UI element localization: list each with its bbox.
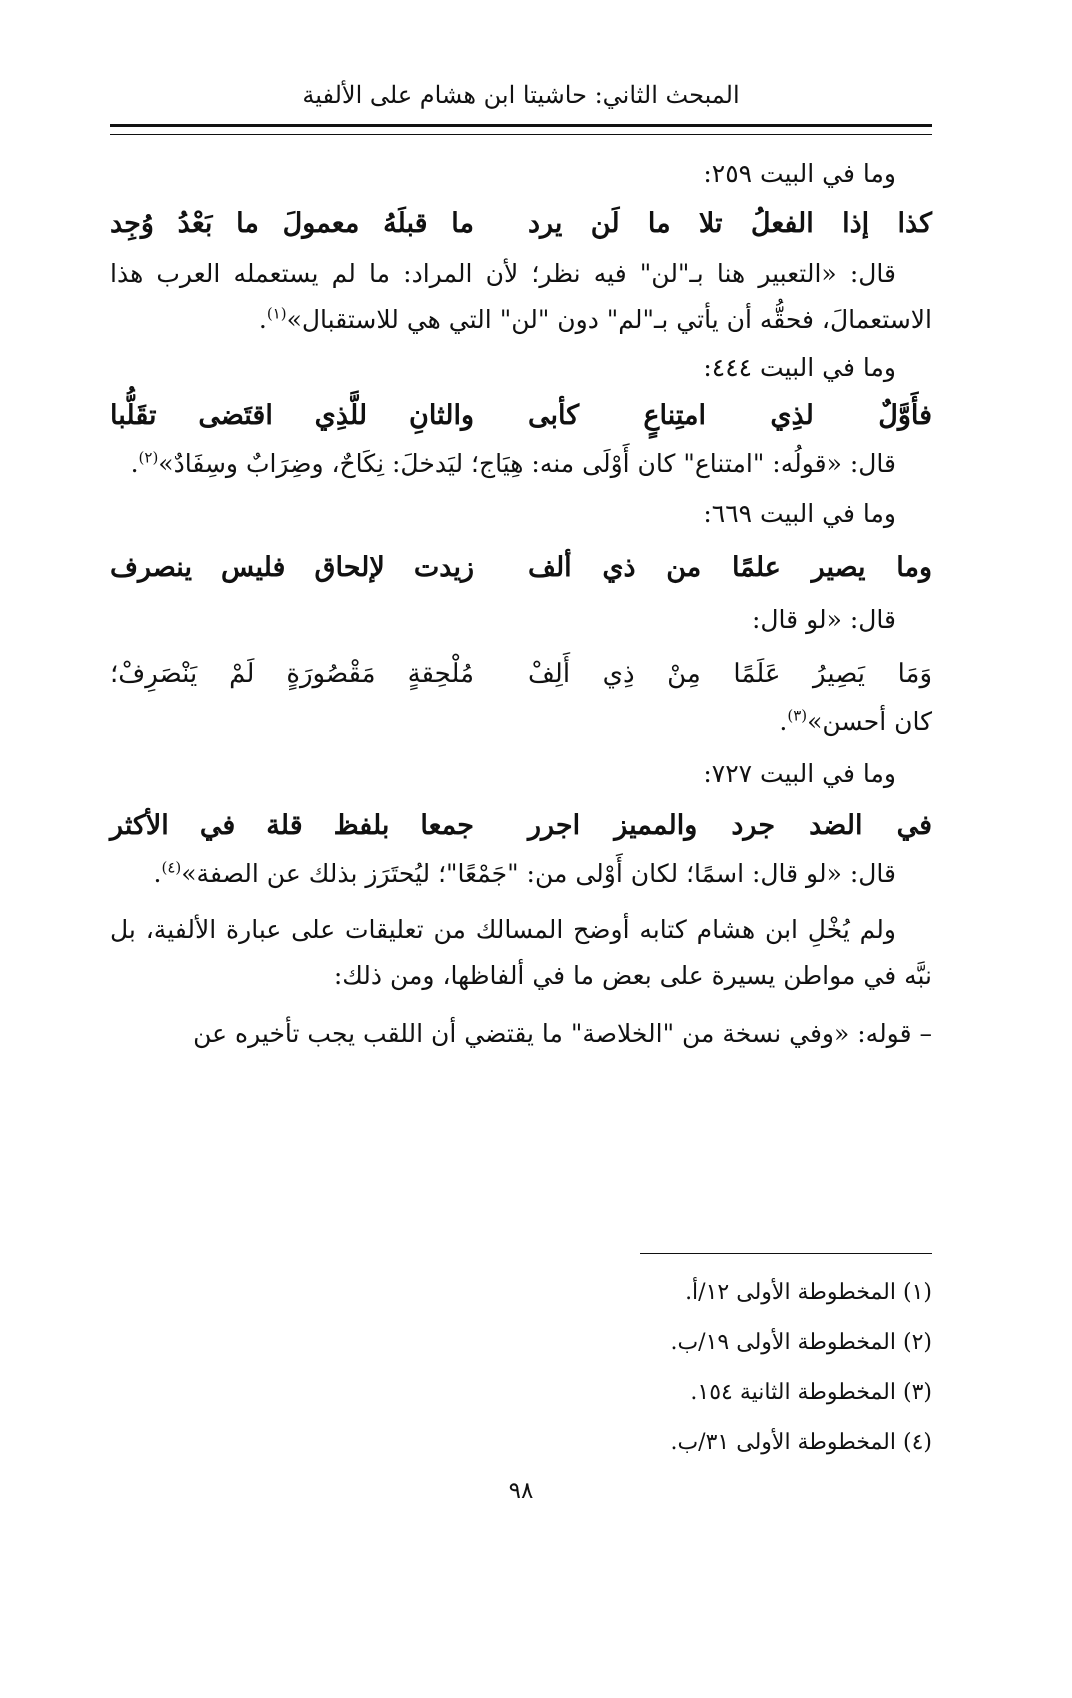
verse-first-hemistich: وما يصير علمًا من ذي ألف [528,552,932,583]
verse-first-hemistich: فأَوَّلٌ لذِي امتِناعٍ كأبى [528,400,932,431]
footnote: (١) المخطوطة الأولى ١٢/أ. [685,1280,932,1305]
verse-first-hemistich: في الضد جرد والمميز اجرر [528,810,932,841]
quotation-text: قال: «لو قال: [751,605,896,634]
quotation [110,597,932,643]
verse-line [110,395,932,437]
verse-second-hemistich: ما قبلَهُ معمولَ ما بَعْدُ وُجِد [110,208,474,239]
verse-intro: وما في البيت ٧٢٧: [703,759,896,788]
paragraph-text: ولم يُخْلِ ابن هشام كتابه أوضح المسالك من تعليقات على عبارة الألفية، بل نبَّه في مواطن يسيرة على بعض ما في ألفاظها، ومن ذلك: [110,915,932,990]
footnote: (٢) المخطوطة الأولى ١٩/ب. [670,1330,932,1355]
quotation-text: قال: «قولُه: "امتناع" كان أَوْلَى منه: هِيَاج؛ ليَدخلَ: نِكَاحٌ، وضِرَابٌ وسِفَادٌ» [158,449,896,478]
body-paragraph [110,1011,932,1057]
header-rule-thin [110,134,932,135]
verse-line-quoted [110,653,932,695]
verse-intro: وما في البيت ٢٥٩: [703,159,896,188]
quotation: قال: «قولُه: "امتناع" كان أَوْلَى منه: هِيَاج؛ ليَدخلَ: نِكَاحٌ، وضِرَابٌ وسِفَادٌ»$^{(٢)}$. [130,448,896,478]
running-head: المبحث الثاني: حاشيتا ابن هشام على الألفية [302,81,740,109]
verse-first-hemistich: وَمَا يَصِيرُ عَلَمًا مِنْ ذِي أَلِفْ [528,659,932,689]
verse-second-hemistich: والثانِ للَّذِي اقتَضى تقَلُّبا [110,400,474,431]
footnotes [110,1268,932,1468]
verse-intro: وما في البيت ٦٦٩: [703,499,896,528]
verse-intro: وما في البيت ٤٤٤: [703,353,896,382]
verse-second-hemistich: مُلْحِقةٍ مَقْصُورَةٍ لَمْ يَنْصَرِفْ؛ [110,659,474,689]
footnote: (٣) المخطوطة الثانية ١٥٤. [690,1380,932,1405]
footnote-rule [640,1253,932,1254]
verse-line [110,547,932,589]
quotation-text: قال: «التعبير هنا بـ"لن" فيه نظر؛ لأن المراد: ما لم يستعمله العرب هذا الاستعمالَ، فحقُّه أن يأتي بـ"لم" دون "لن" التي هي للاستقبال» [110,259,932,334]
page-number: ٩٨ [508,1478,534,1504]
header-rule-thick [110,124,932,127]
quotation: قال: «لو قال: اسمًا؛ لكان أَوْلى من: "جَمْعًا"؛ ليُحتَرَز بذلك عن الصفة»$^{(٤)}$. [153,858,896,888]
footnote-marker: (٣) [787,706,808,725]
verse-line [110,805,932,847]
footnote-marker: (١) [266,304,287,323]
verse-second-hemistich: زيدت لإلحاق فليس ينصرف [110,552,474,583]
verse-second-hemistich: جمعا بلفظ قلة في الأكثر [110,810,474,841]
footnote-marker: (٤) [161,858,182,877]
quotation: قال: «التعبير هنا بـ"لن" فيه نظر؛ لأن المراد: ما لم يستعمله العرب هذا الاستعمالَ، فحقُّه أن يأتي بـ"لم" دون "لن" التي هي للاستقبال»$^{(١)}$. [110,259,932,334]
footnote: (٤) المخطوطة الأولى ٣١/ب. [670,1430,932,1455]
quotation-text: كان أحسن» [807,707,932,736]
main-text [110,155,932,1057]
quotation: كان أحسن»$^{(٣)}$. [779,706,932,736]
body-paragraph [110,907,932,999]
footnote-marker: (٢) [138,448,159,467]
verse-line [110,203,932,245]
paragraph-text: – قوله: «وفي نسخة من "الخلاصة" ما يقتضي أن اللقب يجب تأخيره عن [193,1019,932,1048]
quotation-text: قال: «لو قال: اسمًا؛ لكان أَوْلى من: "جَمْعًا"؛ ليُحتَرَز بذلك عن الصفة» [181,859,896,888]
verse-first-hemistich: كذا إذا الفعلُ تلا ما لَن يرد [528,208,932,239]
